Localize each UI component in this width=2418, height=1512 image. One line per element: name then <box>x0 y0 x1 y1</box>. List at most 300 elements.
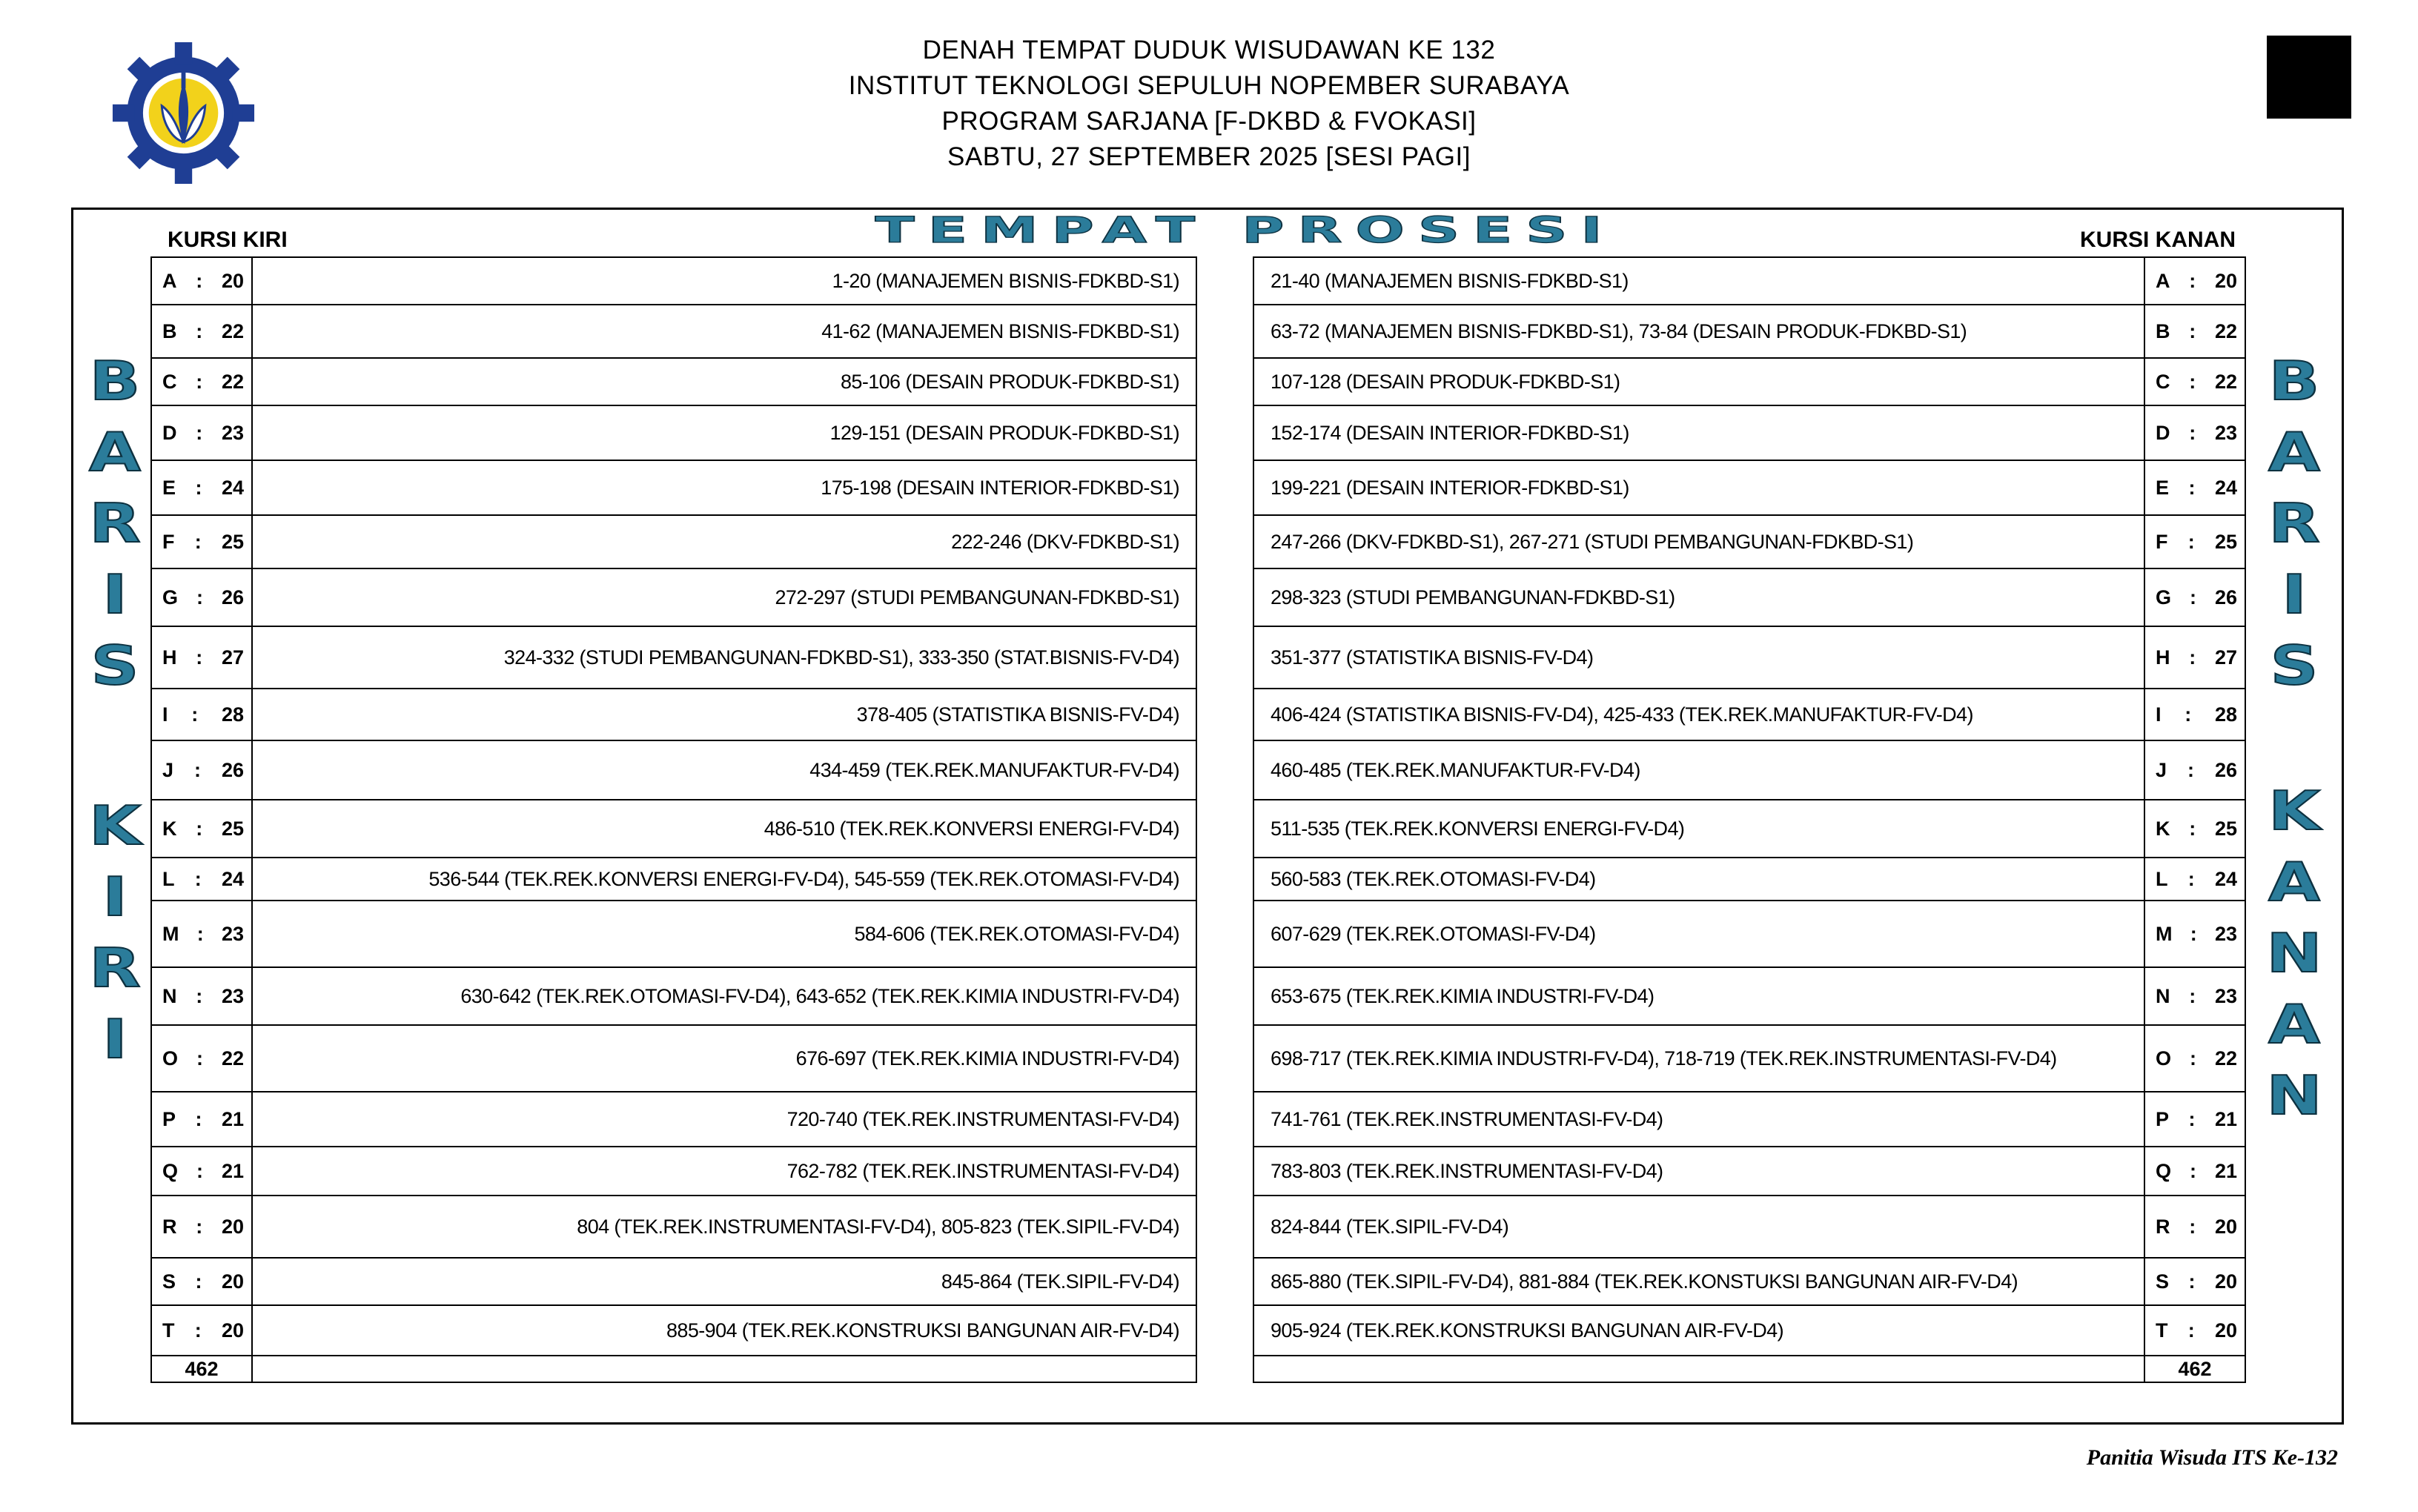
row-seat-count: 26 <box>221 586 244 609</box>
row-label <box>2145 868 2245 891</box>
row-description: 630-642 (TEK.REK.OTOMASI-FV-D4), 643-652 (TEK.REK.KIMIA INDUSTRI-FV-D4) <box>252 967 1196 1025</box>
total-row <box>1253 1356 2245 1382</box>
row-description: 41-62 (MANAJEMEN BISNIS-FDKBD-S1) <box>252 305 1196 358</box>
row-label-cell <box>151 358 252 405</box>
row-label <box>2145 1270 2245 1293</box>
row-separator: : <box>191 703 199 726</box>
seat-row <box>151 1258 1196 1305</box>
total-empty-cell <box>252 1356 1196 1382</box>
row-letter: G <box>2156 586 2172 609</box>
row-separator: : <box>2189 984 2196 1007</box>
row-label-cell <box>151 568 252 626</box>
row-description: 324-332 (STUDI PEMBANGUNAN-FDKBD-S1), 333-350 (STAT.BISNIS-FV-D4) <box>252 626 1196 689</box>
row-label <box>2145 1047 2245 1070</box>
row-seat-count: 25 <box>2214 530 2237 553</box>
vertical-letter: R <box>89 492 141 554</box>
seat-row <box>1253 1305 2245 1356</box>
row-label-cell <box>2144 689 2245 740</box>
row-description: 21-40 (MANAJEMEN BISNIS-FDKBD-S1) <box>1253 257 2144 305</box>
seat-row <box>151 858 1196 901</box>
row-label <box>2145 818 2245 840</box>
row-label <box>152 868 251 891</box>
seat-row <box>151 405 1196 460</box>
vertical-letter: R <box>2268 492 2320 554</box>
row-description: 511-535 (TEK.REK.KONVERSI ENERGI-FV-D4) <box>1253 800 2144 858</box>
row-label <box>2145 646 2245 669</box>
row-label <box>2145 1216 2245 1239</box>
row-letter: F <box>2156 530 2168 553</box>
row-separator: : <box>196 421 203 444</box>
row-separator: : <box>2189 1215 2196 1238</box>
row-label <box>152 759 251 782</box>
row-separator: : <box>2188 1107 2196 1130</box>
row-separator: : <box>2189 319 2196 342</box>
seat-row <box>1253 1258 2245 1305</box>
seat-row <box>1253 257 2245 305</box>
row-description: 378-405 (STATISTIKA BISNIS-FV-D4) <box>252 689 1196 740</box>
row-label-cell <box>151 1025 252 1092</box>
right-vertical-label <box>2261 345 2328 1131</box>
row-label <box>152 985 251 1008</box>
row-separator: : <box>195 1107 202 1130</box>
row-letter: I <box>2156 703 2162 726</box>
row-description: 698-717 (TEK.REK.KIMIA INDUSTRI-FV-D4), 718-719 (TEK.REK.INSTRUMENTASI-FV-D4) <box>1253 1025 2144 1092</box>
row-description: 676-697 (TEK.REK.KIMIA INDUSTRI-FV-D4) <box>252 1025 1196 1092</box>
row-description: 905-924 (TEK.REK.KONSTRUKSI BANGUNAN AIR-FV-D4) <box>1253 1305 2144 1356</box>
row-label <box>2145 985 2245 1008</box>
row-description: 560-583 (TEK.REK.OTOMASI-FV-D4) <box>1253 858 2144 901</box>
row-separator: : <box>2189 646 2196 669</box>
row-label <box>152 477 251 500</box>
row-label-cell <box>151 967 252 1025</box>
row-seat-count: 21 <box>2214 1107 2237 1130</box>
row-seat-count: 21 <box>221 1107 244 1130</box>
row-seat-count: 20 <box>2214 1319 2237 1342</box>
row-label-cell <box>2144 626 2245 689</box>
row-seat-count: 23 <box>2214 421 2237 444</box>
row-seat-count: 23 <box>2214 922 2237 945</box>
row-seat-count: 26 <box>2214 586 2237 609</box>
row-label-cell <box>2144 405 2245 460</box>
row-letter: A <box>162 269 177 292</box>
row-label <box>152 586 251 609</box>
row-seat-count: 22 <box>2214 319 2237 342</box>
row-label-cell <box>2144 515 2245 568</box>
vertical-letter: N <box>2266 922 2322 984</box>
seat-row <box>1253 405 2245 460</box>
row-label <box>152 923 251 946</box>
seat-row <box>151 1196 1196 1258</box>
row-letter: Q <box>162 1159 179 1182</box>
row-label <box>152 1108 251 1131</box>
seat-row <box>1253 358 2245 405</box>
row-label-cell <box>151 1092 252 1147</box>
seat-row <box>1253 1025 2245 1092</box>
row-letter: D <box>162 421 177 444</box>
vertical-letter: A <box>89 421 141 483</box>
row-label <box>152 531 251 554</box>
vertical-letter: K <box>2268 780 2320 842</box>
row-seat-count: 20 <box>221 269 244 292</box>
row-label <box>152 1047 251 1070</box>
row-seat-count: 22 <box>221 319 244 342</box>
row-description: 783-803 (TEK.REK.INSTRUMENTASI-FV-D4) <box>1253 1147 2144 1196</box>
row-separator: : <box>194 867 202 890</box>
row-description: 762-782 (TEK.REK.INSTRUMENTASI-FV-D4) <box>252 1147 1196 1196</box>
row-label-cell <box>151 1196 252 1258</box>
row-seat-count: 20 <box>2214 269 2237 292</box>
row-label-cell <box>2144 858 2245 901</box>
vertical-gap <box>2261 701 2328 775</box>
vertical-gap <box>82 701 148 790</box>
row-letter: T <box>2156 1319 2168 1342</box>
row-separator: : <box>2185 703 2192 726</box>
row-separator: : <box>2187 530 2195 553</box>
vertical-letter: R <box>89 937 141 999</box>
row-separator: : <box>2189 421 2196 444</box>
row-label-cell <box>2144 358 2245 405</box>
row-seat-count: 22 <box>221 370 244 393</box>
row-label-cell <box>151 626 252 689</box>
row-description: 129-151 (DESAIN PRODUK-FDKBD-S1) <box>252 405 1196 460</box>
procession-title-text: TEMPAT PROSESI <box>875 210 1616 251</box>
procession-title <box>749 205 1742 256</box>
seat-row <box>151 1025 1196 1092</box>
row-letter: S <box>162 1270 176 1293</box>
seat-row <box>151 1305 1196 1356</box>
row-seat-count: 23 <box>221 421 244 444</box>
row-label-cell <box>151 858 252 901</box>
row-description: 406-424 (STATISTIKA BISNIS-FV-D4), 425-433 (TEK.REK.MANUFAKTUR-FV-D4) <box>1253 689 2144 740</box>
row-description: 434-459 (TEK.REK.MANUFAKTUR-FV-D4) <box>252 740 1196 800</box>
row-description: 741-761 (TEK.REK.INSTRUMENTASI-FV-D4) <box>1253 1092 2144 1147</box>
row-label-cell <box>2144 901 2245 967</box>
total-row <box>151 1356 1196 1382</box>
row-seat-count: 22 <box>221 1047 244 1070</box>
seat-row <box>1253 740 2245 800</box>
row-seat-count: 25 <box>2214 817 2237 840</box>
row-label <box>152 422 251 445</box>
row-separator: : <box>196 646 203 669</box>
row-separator: : <box>195 1270 202 1293</box>
seat-row <box>1253 689 2245 740</box>
row-separator: : <box>196 922 204 945</box>
header-line-2: INSTITUT TEKNOLOGI SEPULUH NOPEMBER SURABAYA <box>848 71 1570 100</box>
vertical-letter: K <box>89 795 141 857</box>
row-letter: S <box>2156 1270 2170 1293</box>
row-label-cell <box>151 689 252 740</box>
row-description: 845-864 (TEK.SIPIL-FV-D4) <box>252 1258 1196 1305</box>
row-label <box>2145 270 2245 293</box>
vertical-letter: A <box>2268 993 2320 1055</box>
row-label-cell <box>151 1258 252 1305</box>
row-letter: K <box>162 817 177 840</box>
document-header <box>0 33 2418 175</box>
seat-row <box>1253 515 2245 568</box>
row-description: 272-297 (STUDI PEMBANGUNAN-FDKBD-S1) <box>252 568 1196 626</box>
row-seat-count: 28 <box>2214 703 2237 726</box>
vertical-letter: S <box>2270 634 2319 697</box>
row-description: 63-72 (MANAJEMEN BISNIS-FDKBD-S1), 73-84 (DESAIN PRODUK-FDKBD-S1) <box>1253 305 2144 358</box>
row-separator: : <box>2187 867 2195 890</box>
row-label-cell <box>2144 305 2245 358</box>
row-letter: N <box>2156 984 2170 1007</box>
row-separator: : <box>2189 1047 2196 1070</box>
row-label-cell <box>2144 967 2245 1025</box>
vertical-letter: A <box>2268 851 2320 913</box>
row-label <box>2145 586 2245 609</box>
seat-row <box>1253 858 2245 901</box>
seat-row <box>151 568 1196 626</box>
row-separator: : <box>196 817 203 840</box>
row-letter: G <box>162 586 179 609</box>
left-seat-table <box>150 256 1197 1383</box>
seat-row <box>151 460 1196 515</box>
row-seat-count: 22 <box>2214 370 2237 393</box>
row-label <box>2145 1160 2245 1183</box>
header-line-4: SABTU, 27 SEPTEMBER 2025 [SESI PAGI] <box>947 142 1471 171</box>
row-seat-count: 20 <box>221 1215 244 1238</box>
row-label <box>152 371 251 394</box>
row-label <box>152 1160 251 1183</box>
row-separator: : <box>196 370 203 393</box>
row-label-cell <box>2144 740 2245 800</box>
row-separator: : <box>2190 922 2197 945</box>
row-seat-count: 25 <box>221 530 244 553</box>
seat-row <box>151 257 1196 305</box>
row-description: 199-221 (DESAIN INTERIOR-FDKBD-S1) <box>1253 460 2144 515</box>
row-seat-count: 20 <box>2214 1270 2237 1293</box>
row-seat-count: 23 <box>2214 984 2237 1007</box>
seat-row <box>1253 967 2245 1025</box>
row-letter: N <box>162 984 177 1007</box>
row-label <box>152 703 251 726</box>
row-description: 536-544 (TEK.REK.KONVERSI ENERGI-FV-D4), 545-559 (TEK.REK.OTOMASI-FV-D4) <box>252 858 1196 901</box>
row-letter: I <box>162 703 168 726</box>
row-description: 460-485 (TEK.REK.MANUFAKTUR-FV-D4) <box>1253 740 2144 800</box>
row-seat-count: 28 <box>221 703 244 726</box>
row-letter: J <box>162 758 174 781</box>
row-seat-count: 24 <box>221 476 244 499</box>
vertical-letter: B <box>89 350 141 412</box>
row-label <box>152 818 251 840</box>
row-seat-count: 20 <box>221 1270 244 1293</box>
row-label <box>2145 923 2245 946</box>
row-label <box>2145 1108 2245 1131</box>
row-seat-count: 26 <box>221 758 244 781</box>
row-seat-count: 27 <box>221 646 244 669</box>
row-label-cell <box>151 1305 252 1356</box>
row-label <box>2145 703 2245 726</box>
row-letter: H <box>162 646 177 669</box>
row-separator: : <box>2189 269 2196 292</box>
header-line-3: PROGRAM SARJANA [F-DKBD & FVOKASI] <box>941 107 1477 136</box>
row-seat-count: 21 <box>2214 1159 2237 1182</box>
vertical-letter: B <box>2268 350 2320 412</box>
row-separator: : <box>194 1319 202 1342</box>
row-label-cell <box>151 460 252 515</box>
row-label-cell <box>2144 257 2245 305</box>
row-label <box>152 1216 251 1239</box>
row-label <box>2145 1319 2245 1342</box>
seat-row <box>1253 460 2245 515</box>
row-label <box>2145 531 2245 554</box>
row-letter: O <box>162 1047 179 1070</box>
seat-row <box>1253 1196 2245 1258</box>
seat-row <box>1253 1147 2245 1196</box>
row-label-cell <box>2144 1147 2245 1196</box>
row-separator: : <box>2188 476 2196 499</box>
row-letter: R <box>2156 1215 2170 1238</box>
row-letter: B <box>2156 319 2170 342</box>
vertical-letter: N <box>2266 1064 2322 1127</box>
seat-row <box>151 800 1196 858</box>
right-seat-table <box>1253 256 2246 1383</box>
row-label <box>2145 422 2245 445</box>
row-label <box>152 646 251 669</box>
row-letter: F <box>162 530 175 553</box>
row-description: 175-198 (DESAIN INTERIOR-FDKBD-S1) <box>252 460 1196 515</box>
vertical-letter: I <box>102 563 127 626</box>
row-letter: L <box>2156 867 2168 890</box>
row-seat-count: 23 <box>221 984 244 1007</box>
row-letter: R <box>162 1215 177 1238</box>
row-separator: : <box>196 319 203 342</box>
row-description: 607-629 (TEK.REK.OTOMASI-FV-D4) <box>1253 901 2144 967</box>
row-description: 804 (TEK.REK.INSTRUMENTASI-FV-D4), 805-823 (TEK.SIPIL-FV-D4) <box>252 1196 1196 1258</box>
seat-row <box>151 901 1196 967</box>
row-letter: P <box>162 1107 176 1130</box>
row-description: 486-510 (TEK.REK.KONVERSI ENERGI-FV-D4) <box>252 800 1196 858</box>
row-description: 1-20 (MANAJEMEN BISNIS-FDKBD-S1) <box>252 257 1196 305</box>
row-label-cell <box>2144 1258 2245 1305</box>
seat-row <box>1253 626 2245 689</box>
left-vertical-label <box>82 345 148 1075</box>
left-seats-title: KURSI KIRI <box>168 228 288 252</box>
row-separator: : <box>193 758 201 781</box>
row-label-cell <box>151 740 252 800</box>
row-seat-count: 23 <box>221 922 244 945</box>
row-seat-count: 20 <box>2214 1215 2237 1238</box>
vertical-letter: S <box>90 634 139 697</box>
row-description: 865-880 (TEK.SIPIL-FV-D4), 881-884 (TEK.REK.KONSTUKSI BANGUNAN AIR-FV-D4) <box>1253 1258 2144 1305</box>
row-label <box>152 270 251 293</box>
row-label-cell <box>2144 1092 2245 1147</box>
row-description: 351-377 (STATISTIKA BISNIS-FV-D4) <box>1253 626 2144 689</box>
row-label-cell <box>2144 800 2245 858</box>
vertical-letter: I <box>2282 563 2307 626</box>
row-letter: J <box>2156 758 2167 781</box>
seat-row <box>151 358 1196 405</box>
row-letter: T <box>162 1319 175 1342</box>
row-label-cell <box>2144 568 2245 626</box>
row-seat-count: 22 <box>2214 1047 2237 1070</box>
row-description: 720-740 (TEK.REK.INSTRUMENTASI-FV-D4) <box>252 1092 1196 1147</box>
row-separator: : <box>196 1215 203 1238</box>
row-letter: H <box>2156 646 2170 669</box>
row-separator: : <box>196 1047 203 1070</box>
row-letter: P <box>2156 1107 2170 1130</box>
seat-row <box>151 626 1196 689</box>
black-square-marker <box>2267 36 2351 119</box>
row-letter: M <box>2156 922 2173 945</box>
row-separator: : <box>195 476 202 499</box>
row-seat-count: 24 <box>221 867 244 890</box>
vertical-letter: A <box>2268 421 2320 483</box>
right-seats-title: KURSI KANAN <box>2080 228 2236 252</box>
seat-row <box>151 305 1196 358</box>
row-description: 298-323 (STUDI PEMBANGUNAN-FDKBD-S1) <box>1253 568 2144 626</box>
row-letter: E <box>162 476 176 499</box>
vertical-letter: I <box>102 1008 127 1070</box>
row-label <box>152 1319 251 1342</box>
row-separator: : <box>194 530 202 553</box>
total-empty-cell <box>1253 1356 2144 1382</box>
total-seat-count: 462 <box>151 1356 252 1382</box>
row-label-cell <box>151 800 252 858</box>
row-label-cell <box>151 1147 252 1196</box>
row-label <box>2145 759 2245 782</box>
row-letter: L <box>162 867 175 890</box>
row-label <box>2145 477 2245 500</box>
row-description: 653-675 (TEK.REK.KIMIA INDUSTRI-FV-D4) <box>1253 967 2144 1025</box>
row-seat-count: 25 <box>221 817 244 840</box>
row-separator: : <box>196 984 203 1007</box>
row-label <box>2145 371 2245 394</box>
row-label-cell <box>151 305 252 358</box>
row-description: 584-606 (TEK.REK.OTOMASI-FV-D4) <box>252 901 1196 967</box>
row-separator: : <box>2187 1319 2195 1342</box>
row-description: 247-266 (DKV-FDKBD-S1), 267-271 (STUDI PEMBANGUNAN-FDKBD-S1) <box>1253 515 2144 568</box>
row-seat-count: 21 <box>221 1159 244 1182</box>
row-label <box>152 1270 251 1293</box>
row-separator: : <box>2189 1159 2196 1182</box>
row-label-cell <box>151 405 252 460</box>
row-separator: : <box>2189 817 2196 840</box>
row-label-cell <box>151 901 252 967</box>
row-letter: M <box>162 922 179 945</box>
seat-row <box>151 1092 1196 1147</box>
row-seat-count: 20 <box>221 1319 244 1342</box>
row-letter: B <box>162 319 177 342</box>
row-separator: : <box>2187 758 2194 781</box>
row-letter: A <box>2156 269 2170 292</box>
vertical-letter: I <box>102 866 127 928</box>
row-description: 824-844 (TEK.SIPIL-FV-D4) <box>1253 1196 2144 1258</box>
row-letter: C <box>2156 370 2170 393</box>
seat-row <box>151 1147 1196 1196</box>
row-separator: : <box>196 586 203 609</box>
row-label-cell <box>2144 1196 2245 1258</box>
seat-row <box>1253 901 2245 967</box>
row-label-cell <box>151 257 252 305</box>
row-seat-count: 27 <box>2214 646 2237 669</box>
seat-row <box>151 515 1196 568</box>
total-seat-count: 462 <box>2144 1356 2245 1382</box>
row-description: 107-128 (DESAIN PRODUK-FDKBD-S1) <box>1253 358 2144 405</box>
seat-row <box>151 740 1196 800</box>
row-description: 85-106 (DESAIN PRODUK-FDKBD-S1) <box>252 358 1196 405</box>
seat-row <box>151 967 1196 1025</box>
row-letter: D <box>2156 421 2170 444</box>
row-description: 885-904 (TEK.REK.KONSTRUKSI BANGUNAN AIR-FV-D4) <box>252 1305 1196 1356</box>
row-separator: : <box>2189 370 2196 393</box>
row-label <box>2145 320 2245 343</box>
seat-row <box>1253 1092 2245 1147</box>
row-separator: : <box>2188 1270 2196 1293</box>
row-letter: E <box>2156 476 2170 499</box>
seat-row <box>1253 305 2245 358</box>
